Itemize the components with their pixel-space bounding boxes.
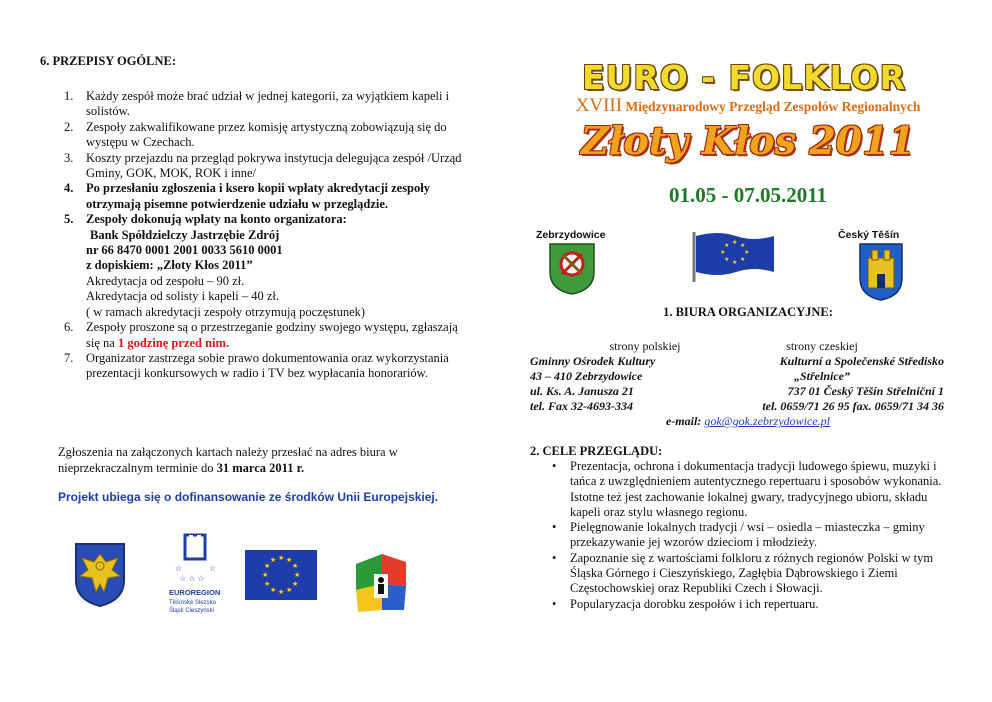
list-item (48, 89, 463, 120)
rule-text: Zespoły proszone są o przestrzeganie godziny swojego występu, zgłaszają się na (86, 320, 458, 350)
office-postal: 737 01 Český Těšín Střelniční 1 (787, 384, 944, 398)
svg-text:★: ★ (270, 586, 277, 594)
office-street: ul. Ks. A. Janusza 21 (530, 384, 634, 398)
svg-text:☆: ☆ (175, 564, 183, 573)
list-number: 3. (64, 150, 74, 165)
city-zebrzydowice: Zebrzydowice (536, 229, 606, 241)
list-item (48, 120, 463, 151)
office-name: Gminny Ośrodek Kultury (530, 354, 656, 368)
list-item (48, 181, 463, 212)
svg-text:★: ★ (294, 571, 301, 579)
rule-text: Każdy zespół może brać udział w jednej kategorii, za wyjątkiem kapeli i solistów. (86, 89, 450, 119)
fee-group: Akredytacja od zespołu – 90 zł. (86, 273, 245, 288)
bank-account: nr 66 8470 0001 2001 0033 5610 0001 (86, 243, 283, 258)
svg-text:☆ ☆ ☆: ☆ ☆ ☆ (179, 574, 205, 583)
svg-text:★: ★ (278, 588, 285, 596)
svg-text:★: ★ (264, 580, 271, 588)
city-cesky-tesin: Český Těšín (838, 229, 900, 241)
svg-text:★: ★ (292, 580, 299, 588)
svg-text:★: ★ (292, 562, 299, 570)
eu-flag-icon (245, 550, 317, 600)
rule-text: Po przesłaniu zgłoszenia i ksero kopii wpłaty akredytacji zespoły otrzymają pisemne potwierdzenie udziału w przeglądzie. (86, 181, 430, 211)
bank-name: Bank Spółdzielczy Jastrzębie Zdrój (90, 227, 280, 242)
svg-text:★: ★ (264, 562, 271, 570)
list-item (48, 151, 463, 182)
deadline-date: 31 marca 2011 r. (216, 461, 305, 475)
festival-subtitle (528, 95, 968, 117)
rule-text: Zespoły dokonują wpłaty na konto organizatora: (86, 212, 347, 227)
svg-text:★: ★ (720, 249, 726, 256)
list-item: • Popularyzacja dorobku zespołów i ich repertuaru. (548, 597, 958, 612)
list-number: 7. (64, 350, 74, 365)
euroregion-logo-icon (165, 533, 227, 623)
list-number: 1. (64, 89, 74, 103)
list-item: • Prezentacja, ochrona i dokumentacja tradycji ludowego śpiewu, muzyki i tańca z uwzględnieniem autentycznego repertuaru i sposobów wykonania. Istotne też jest zachowanie lokalnej gwary, tradycyjnego ubioru, składu kapeli oraz stylu własnego regionu. (548, 459, 958, 520)
list-item (48, 320, 463, 351)
waving-eu-flag-icon (688, 228, 776, 284)
deadline-paragraph (58, 444, 478, 476)
office-name: Kulturní a Společenské Středisko (779, 354, 944, 368)
subtitle-text: Międzynarodowy Przegląd Zespołów Regionalnych (625, 99, 921, 114)
svg-text:★: ★ (740, 256, 746, 263)
svg-text:★: ★ (278, 554, 285, 562)
list-item: • Zapoznanie się z wartościami folkloru z różnych regionów Polski w tym Śląska Górnego i Cieszyńskiego, Zagłębia Dąbrowskiego i Ziemi Częstochowskiej oraz Republiki Czech i Słowacji. (548, 551, 958, 597)
list-number: 2. (64, 119, 74, 134)
office-name-2: „Střelnice” (794, 369, 850, 383)
euroregion-line2: Těšínské Slezsko (169, 600, 217, 606)
svg-text:★: ★ (724, 256, 730, 263)
list-number: 4. (64, 181, 74, 196)
eu-funding-note: Projekt ubiega się o dofinansowanie ze środków Unii Europejskiej. (58, 490, 439, 504)
svg-text:★: ★ (724, 242, 730, 249)
general-rules-list (48, 89, 463, 382)
svg-text:★: ★ (270, 556, 277, 564)
email-line (528, 414, 968, 429)
edition-number: XVIII (575, 95, 623, 116)
svg-text:★: ★ (286, 586, 293, 594)
fee-solo: Akredytacja od solisty i kapeli – 40 zł. (86, 289, 280, 304)
email-label: e-mail: (665, 414, 702, 428)
zebrzydowice-crest-icon (548, 242, 596, 296)
svg-text:★: ★ (744, 249, 750, 256)
event-title: Złoty Kłos 2011 (581, 118, 915, 163)
transfer-note: z dopiskiem: „Złoty Kłos 2011” (86, 258, 253, 273)
list-number: 5. (64, 212, 74, 227)
silesian-eagle-crest-icon (72, 540, 128, 608)
euroregion-line3: Śląsk Cieszyński (169, 608, 215, 614)
svg-text:☆: ☆ (209, 564, 217, 573)
event-dates: 01.05 - 07.05.2011 (668, 183, 828, 207)
fee-note: ( w ramach akredytacji zespoły otrzymują poczęstunek) (86, 304, 366, 319)
svg-text:★: ★ (262, 571, 269, 579)
email-link[interactable]: gok@gok.zebrzydowice.pl (704, 414, 830, 428)
czech-office-address (700, 339, 944, 414)
office-side-label: strony polskiej (609, 339, 681, 353)
cesky-tesin-crest-icon (858, 242, 904, 302)
list-item (48, 351, 463, 382)
office-postal: 43 – 410 Zebrzydowice (530, 369, 643, 383)
rule-text: Zespoły zakwalifikowane przez komisję artystyczną zobowiązują się do występu w Czechach. (86, 119, 447, 150)
deadline-text: Zgłoszenia na załączonych kartach należy przesłać na adres biura w nieprzekraczalnym terminie do (58, 445, 398, 475)
festival-title: EURO - FOLKLOR (582, 58, 906, 97)
svg-text:★: ★ (732, 239, 738, 246)
rule-text: Organizator zastrzega sobie prawo dokumentowania oraz wykorzystania prezentacji konkursowych w radio i TV bez wypłacania honorariów. (86, 350, 449, 381)
svg-text:★: ★ (732, 259, 738, 266)
list-item: • Pielęgnowanie lokalnych tradycji / wsi – osiedla – miasteczka – gminy przekazywanie jej wzorów dzieciom i młodzieży. (548, 520, 958, 551)
section-1-title: 1. BIURA ORGANIZACYJNE: (663, 305, 833, 319)
festival-goals-list (548, 459, 958, 612)
office-phone: tel. 0659/71 26 95 fax. 0659/71 34 36 (762, 399, 944, 413)
svg-text:★: ★ (740, 242, 746, 249)
list-item (48, 212, 463, 320)
svg-text:★: ★ (286, 556, 293, 564)
rule-text: Koszty przejazdu na przegląd pokrywa instytucja delegująca zespół /Urząd Gminy, GOK, MOK, ROK i inne/ (86, 150, 462, 181)
section-6-title: 6. PRZEPISY OGÓLNE: (40, 54, 177, 68)
office-side-label: strony czeskiej (786, 339, 858, 353)
list-number: 6. (64, 320, 74, 335)
section-2-title: 2. CELE PRZEGLĄDU: (530, 444, 663, 458)
regional-program-logo-icon (352, 550, 410, 615)
highlight-text: 1 godzinę przed nim. (117, 335, 230, 350)
euroregion-line1: EUROREGION (169, 588, 221, 597)
office-phone: tel. Fax 32-4693-334 (530, 399, 633, 413)
